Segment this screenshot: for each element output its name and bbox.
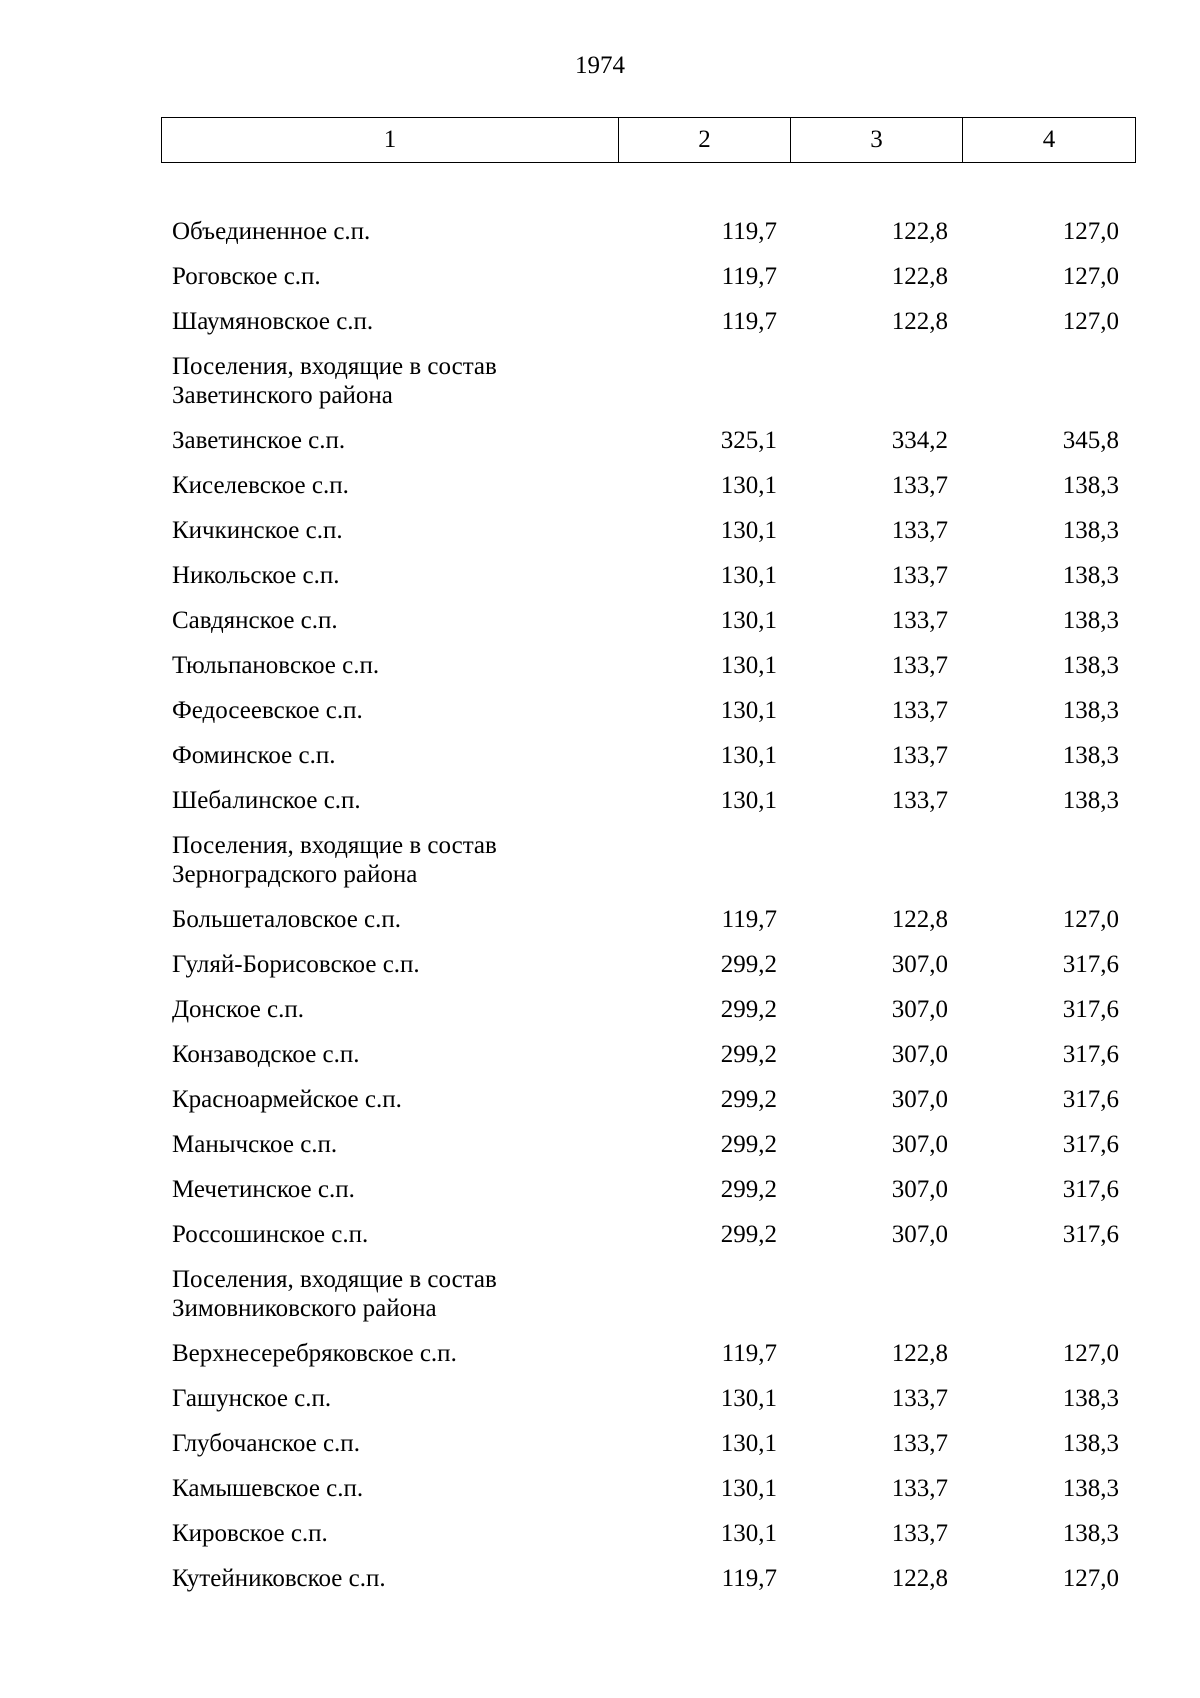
table-row	[0, 1421, 1200, 1466]
value-col-4: 138,3	[1062, 652, 1119, 679]
settlement-name: Заветинское с.п.	[172, 427, 346, 454]
settlement-name: Роговское с.п.	[172, 263, 321, 290]
page-number: 1974	[575, 52, 625, 79]
group-heading-row	[0, 344, 1200, 418]
value-col-4: 127,0	[1062, 1565, 1119, 1592]
table-row	[0, 299, 1200, 344]
value-col-4: 138,3	[1062, 697, 1119, 724]
value-col-2: 119,7	[721, 906, 777, 933]
table-row	[0, 987, 1200, 1032]
table-row	[0, 733, 1200, 778]
value-col-3: 133,7	[891, 1430, 948, 1457]
value-col-2: 130,1	[720, 1475, 777, 1502]
settlement-name: Россошинское с.п.	[172, 1221, 369, 1248]
value-col-3: 133,7	[891, 517, 948, 544]
value-col-3: 133,7	[891, 562, 948, 589]
table-row	[0, 1122, 1200, 1167]
value-col-4: 317,6	[1062, 996, 1119, 1023]
group-heading-row	[0, 823, 1200, 897]
value-col-3: 133,7	[891, 472, 948, 499]
table-row	[0, 553, 1200, 598]
value-col-3: 122,8	[891, 218, 948, 245]
value-col-4: 317,6	[1062, 1131, 1119, 1158]
header-row	[162, 118, 1136, 163]
value-col-4: 317,6	[1062, 1086, 1119, 1113]
value-col-3: 122,8	[891, 1340, 948, 1367]
settlement-name: Шебалинское с.п.	[172, 787, 361, 814]
value-col-4: 138,3	[1062, 607, 1119, 634]
value-col-2: 130,1	[720, 607, 777, 634]
value-col-3: 133,7	[891, 787, 948, 814]
settlement-name: Шаумяновское с.п.	[172, 308, 374, 335]
settlement-name: Большеталовское с.п.	[172, 906, 402, 933]
settlement-name: Объединенное с.п.	[172, 218, 371, 245]
table-row	[0, 942, 1200, 987]
value-col-2: 299,2	[720, 1041, 777, 1068]
settlement-name: Манычское с.п.	[172, 1131, 338, 1158]
value-col-3: 307,0	[891, 1086, 948, 1113]
value-col-3: 307,0	[891, 1041, 948, 1068]
value-col-2: 130,1	[720, 787, 777, 814]
value-col-2: 299,2	[720, 1131, 777, 1158]
settlement-name: Гашунское с.п.	[172, 1385, 332, 1412]
group-heading-row	[0, 1257, 1200, 1331]
value-col-4: 317,6	[1062, 1176, 1119, 1203]
value-col-3: 307,0	[891, 996, 948, 1023]
value-col-2: 119,7	[721, 1340, 777, 1367]
table-row	[0, 643, 1200, 688]
table-row	[0, 463, 1200, 508]
value-col-4: 127,0	[1062, 906, 1119, 933]
settlement-name: Киселевское с.п.	[172, 472, 349, 499]
settlement-name: Федосеевское с.п.	[172, 697, 363, 724]
value-col-2: 119,7	[721, 308, 777, 335]
value-col-2: 130,1	[720, 562, 777, 589]
value-col-2: 119,7	[721, 263, 777, 290]
settlement-name: Конзаводское с.п.	[172, 1041, 360, 1068]
value-col-4: 127,0	[1062, 263, 1119, 290]
settlement-name: Никольское с.п.	[172, 562, 340, 589]
settlement-name: Камышевское с.п.	[172, 1475, 364, 1502]
value-col-3: 133,7	[891, 742, 948, 769]
table-row	[0, 778, 1200, 823]
value-col-4: 138,3	[1062, 787, 1119, 814]
value-col-3: 307,0	[891, 1176, 948, 1203]
settlement-name: Донское с.п.	[172, 996, 305, 1023]
header-cell-4: 4	[963, 118, 1136, 163]
value-col-3: 307,0	[891, 1221, 948, 1248]
value-col-3: 122,8	[891, 1565, 948, 1592]
value-col-2: 130,1	[720, 517, 777, 544]
settlement-name: Мечетинское с.п.	[172, 1176, 355, 1203]
table-row	[0, 508, 1200, 553]
value-col-2: 325,1	[720, 427, 777, 454]
settlement-name: Глубочанское с.п.	[172, 1430, 360, 1457]
settlement-name: Фоминское с.п.	[172, 742, 336, 769]
value-col-4: 138,3	[1062, 1475, 1119, 1502]
value-col-2: 130,1	[720, 1385, 777, 1412]
value-col-3: 133,7	[891, 1385, 948, 1412]
value-col-2: 130,1	[720, 1520, 777, 1547]
settlement-name: Кировское с.п.	[172, 1520, 328, 1547]
value-col-4: 127,0	[1062, 218, 1119, 245]
value-col-3: 122,8	[891, 906, 948, 933]
settlement-name: Кичкинское с.п.	[172, 517, 343, 544]
value-col-3: 122,8	[891, 308, 948, 335]
table-row	[0, 418, 1200, 463]
table-row	[0, 1466, 1200, 1511]
value-col-3: 133,7	[891, 1475, 948, 1502]
value-col-4: 317,6	[1062, 1221, 1119, 1248]
table-row	[0, 897, 1200, 942]
value-col-3: 122,8	[891, 263, 948, 290]
value-col-2: 130,1	[720, 1430, 777, 1457]
table-row	[0, 209, 1200, 254]
value-col-3: 307,0	[891, 1131, 948, 1158]
value-col-2: 119,7	[721, 218, 777, 245]
value-col-2: 119,7	[721, 1565, 777, 1592]
table-row	[0, 1511, 1200, 1556]
settlement-name: Гуляй-Борисовское с.п.	[172, 951, 420, 978]
settlement-name: Верхнесеребряковское с.п.	[172, 1340, 457, 1367]
value-col-3: 133,7	[891, 1520, 948, 1547]
value-col-2: 299,2	[720, 1086, 777, 1113]
table-row	[0, 688, 1200, 733]
value-col-2: 130,1	[720, 652, 777, 679]
value-col-2: 130,1	[720, 472, 777, 499]
table-row	[0, 1212, 1200, 1257]
value-col-2: 130,1	[720, 742, 777, 769]
value-col-2: 299,2	[720, 1221, 777, 1248]
table-row	[0, 1376, 1200, 1421]
value-col-4: 138,3	[1062, 472, 1119, 499]
value-col-4: 138,3	[1062, 1385, 1119, 1412]
value-col-4: 138,3	[1062, 562, 1119, 589]
value-col-2: 299,2	[720, 996, 777, 1023]
header-cell-1: 1	[162, 118, 619, 163]
value-col-4: 127,0	[1062, 308, 1119, 335]
settlement-name: Красноармейское с.п.	[172, 1086, 402, 1113]
value-col-4: 317,6	[1062, 951, 1119, 978]
settlement-name: Тюльпановское с.п.	[172, 652, 380, 679]
value-col-4: 345,8	[1062, 427, 1119, 454]
value-col-4: 127,0	[1062, 1340, 1119, 1367]
value-col-3: 133,7	[891, 607, 948, 634]
table-row	[0, 598, 1200, 643]
value-col-2: 299,2	[720, 1176, 777, 1203]
value-col-3: 133,7	[891, 697, 948, 724]
settlement-name: Кутейниковское с.п.	[172, 1565, 386, 1592]
value-col-2: 299,2	[720, 951, 777, 978]
value-col-4: 138,3	[1062, 517, 1119, 544]
group-heading: Поселения, входящие в состав Зимовниковского района	[172, 1266, 497, 1322]
table-body	[0, 209, 1200, 1601]
group-heading: Поселения, входящие в состав Заветинского района	[172, 353, 497, 409]
value-col-4: 138,3	[1062, 1430, 1119, 1457]
header-cell-2: 2	[619, 118, 791, 163]
settlement-name: Савдянское с.п.	[172, 607, 338, 634]
value-col-2: 130,1	[720, 697, 777, 724]
table-row	[0, 1032, 1200, 1077]
table-row	[0, 1556, 1200, 1601]
value-col-4: 138,3	[1062, 1520, 1119, 1547]
value-col-3: 307,0	[891, 951, 948, 978]
group-heading: Поселения, входящие в состав Зерноградского района	[172, 832, 497, 888]
table-row	[0, 1331, 1200, 1376]
value-col-3: 334,2	[891, 427, 948, 454]
value-col-3: 133,7	[891, 652, 948, 679]
value-col-4: 138,3	[1062, 742, 1119, 769]
column-number-header	[161, 117, 1136, 163]
value-col-4: 317,6	[1062, 1041, 1119, 1068]
table-row	[0, 1167, 1200, 1212]
header-cell-3: 3	[791, 118, 963, 163]
table-row	[0, 1077, 1200, 1122]
table-row	[0, 254, 1200, 299]
